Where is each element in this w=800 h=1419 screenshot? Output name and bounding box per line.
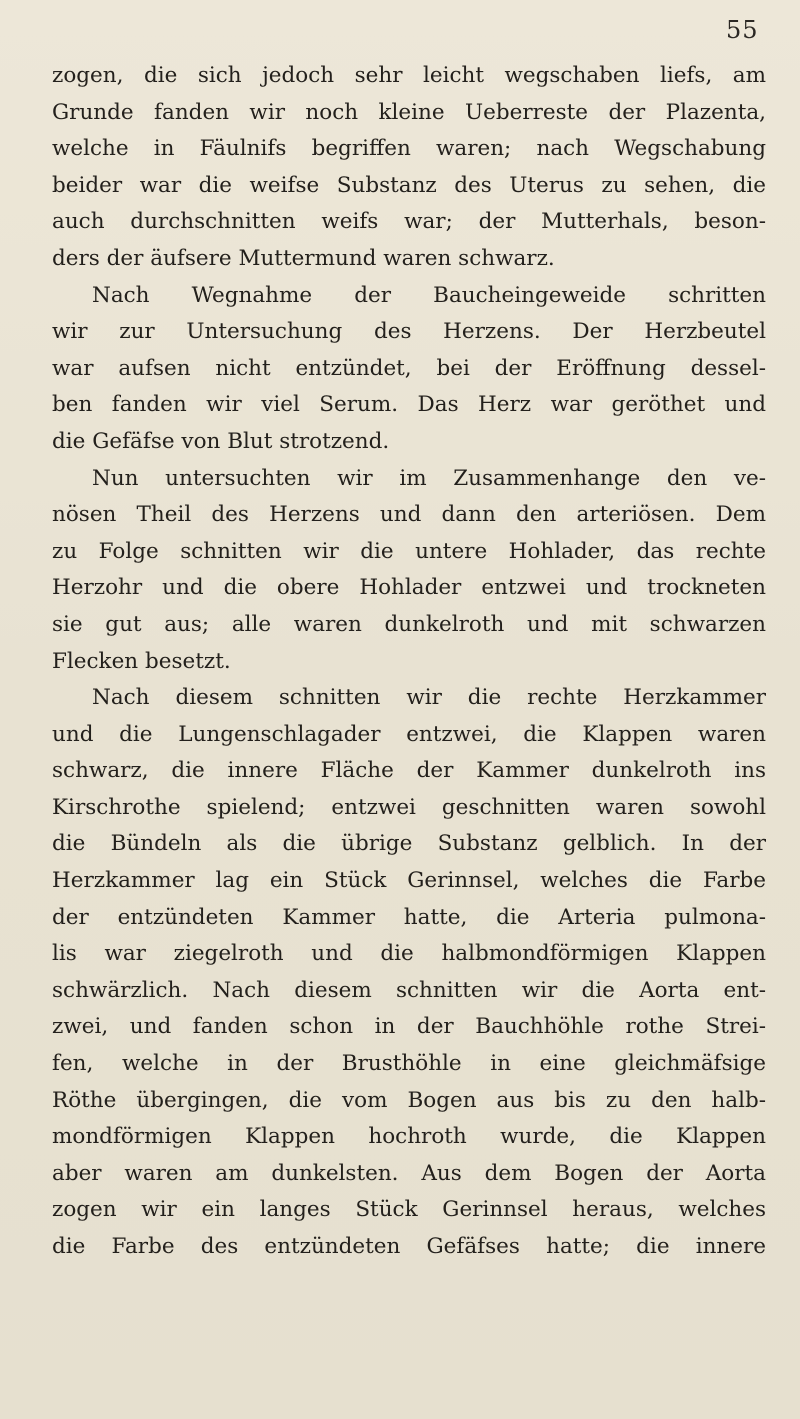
text-line: zwei, und fanden schon in der Bauchhöhle rothe Strei- (52, 1014, 766, 1040)
text-line: die Gefäfse von Blut strotzend. (52, 428, 390, 454)
text-line: Nun untersuchten wir im Zusammenhange den ve- (92, 465, 766, 491)
text-line: die Bündeln als die übrige Substanz gelblich. In der (52, 831, 766, 857)
text-line: wir zur Untersuchung des Herzens. Der Herzbeutel (52, 319, 766, 345)
text-line: Nach diesem schnitten wir die rechte Herzkammer (92, 685, 766, 711)
text-line: die Farbe des entzündeten Gefäfses hatte; die innere (52, 1234, 766, 1259)
text-line: ders der äufsere Muttermund waren schwarz. (52, 245, 555, 271)
text-line: Herzkammer lag ein Stück Gerinnsel, welches die Farbe (52, 868, 766, 894)
text-line: schwarz, die innere Fläche der Kammer dunkelroth ins (52, 758, 766, 784)
page-number: 55 (726, 16, 759, 44)
text-line: Grunde fanden wir noch kleine Ueberreste der Plazenta, (52, 99, 766, 125)
text-line: welche in Fäulnifs begriffen waren; nach Wegschabung (52, 136, 766, 162)
text-line: fen, welche in der Brusthöhle in eine gleichmäfsige (52, 1051, 766, 1077)
text-line: Flecken besetzt. (52, 648, 231, 674)
text-line: zu Folge schnitten wir die untere Hohlader, das rechte (52, 538, 766, 564)
text-line: schwärzlich. Nach diesem schnitten wir die Aorta ent- (52, 977, 766, 1003)
body-text (52, 58, 766, 1266)
text-line: Herzohr und die obere Hohlader entzwei und trockneten (52, 575, 766, 601)
text-line: ben fanden wir viel Serum. Das Herz war geröthet und (52, 392, 766, 418)
text-line: lis war ziegelroth und die halbmondförmigen Klappen (52, 941, 766, 967)
text-line: aber waren am dunkelsten. Aus dem Bogen der Aorta (52, 1160, 766, 1186)
text-line: zogen, die sich jedoch sehr leicht wegschaben liefs, am (52, 63, 766, 88)
text-line: und die Lungenschlagader entzwei, die Klappen waren (52, 721, 766, 747)
text-line: Röthe übergingen, die vom Bogen aus bis zu den halb- (52, 1087, 766, 1113)
text-line: der entzündeten Kammer hatte, die Arteria pulmona- (52, 904, 766, 930)
text-line: Kirschrothe spielend; entzwei geschnitten waren sowohl (52, 794, 766, 820)
text-line: auch durchschnitten weifs war; der Mutterhals, beson- (52, 209, 766, 235)
text-line: nösen Theil des Herzens und dann den arteriösen. Dem (52, 502, 766, 528)
text-line: Nach Wegnahme der Baucheingeweide schritten (92, 282, 766, 308)
text-line: sie gut aus; alle waren dunkelroth und mit schwarzen (52, 611, 766, 637)
text-line: mondförmigen Klappen hochroth wurde, die Klappen (52, 1124, 766, 1150)
text-line: war aufsen nicht entzündet, bei der Eröffnung dessel- (52, 355, 766, 381)
text-line: beider war die weifse Substanz des Uterus zu sehen, die (52, 172, 766, 198)
text-line: zogen wir ein langes Stück Gerinnsel heraus, welches (52, 1197, 766, 1223)
